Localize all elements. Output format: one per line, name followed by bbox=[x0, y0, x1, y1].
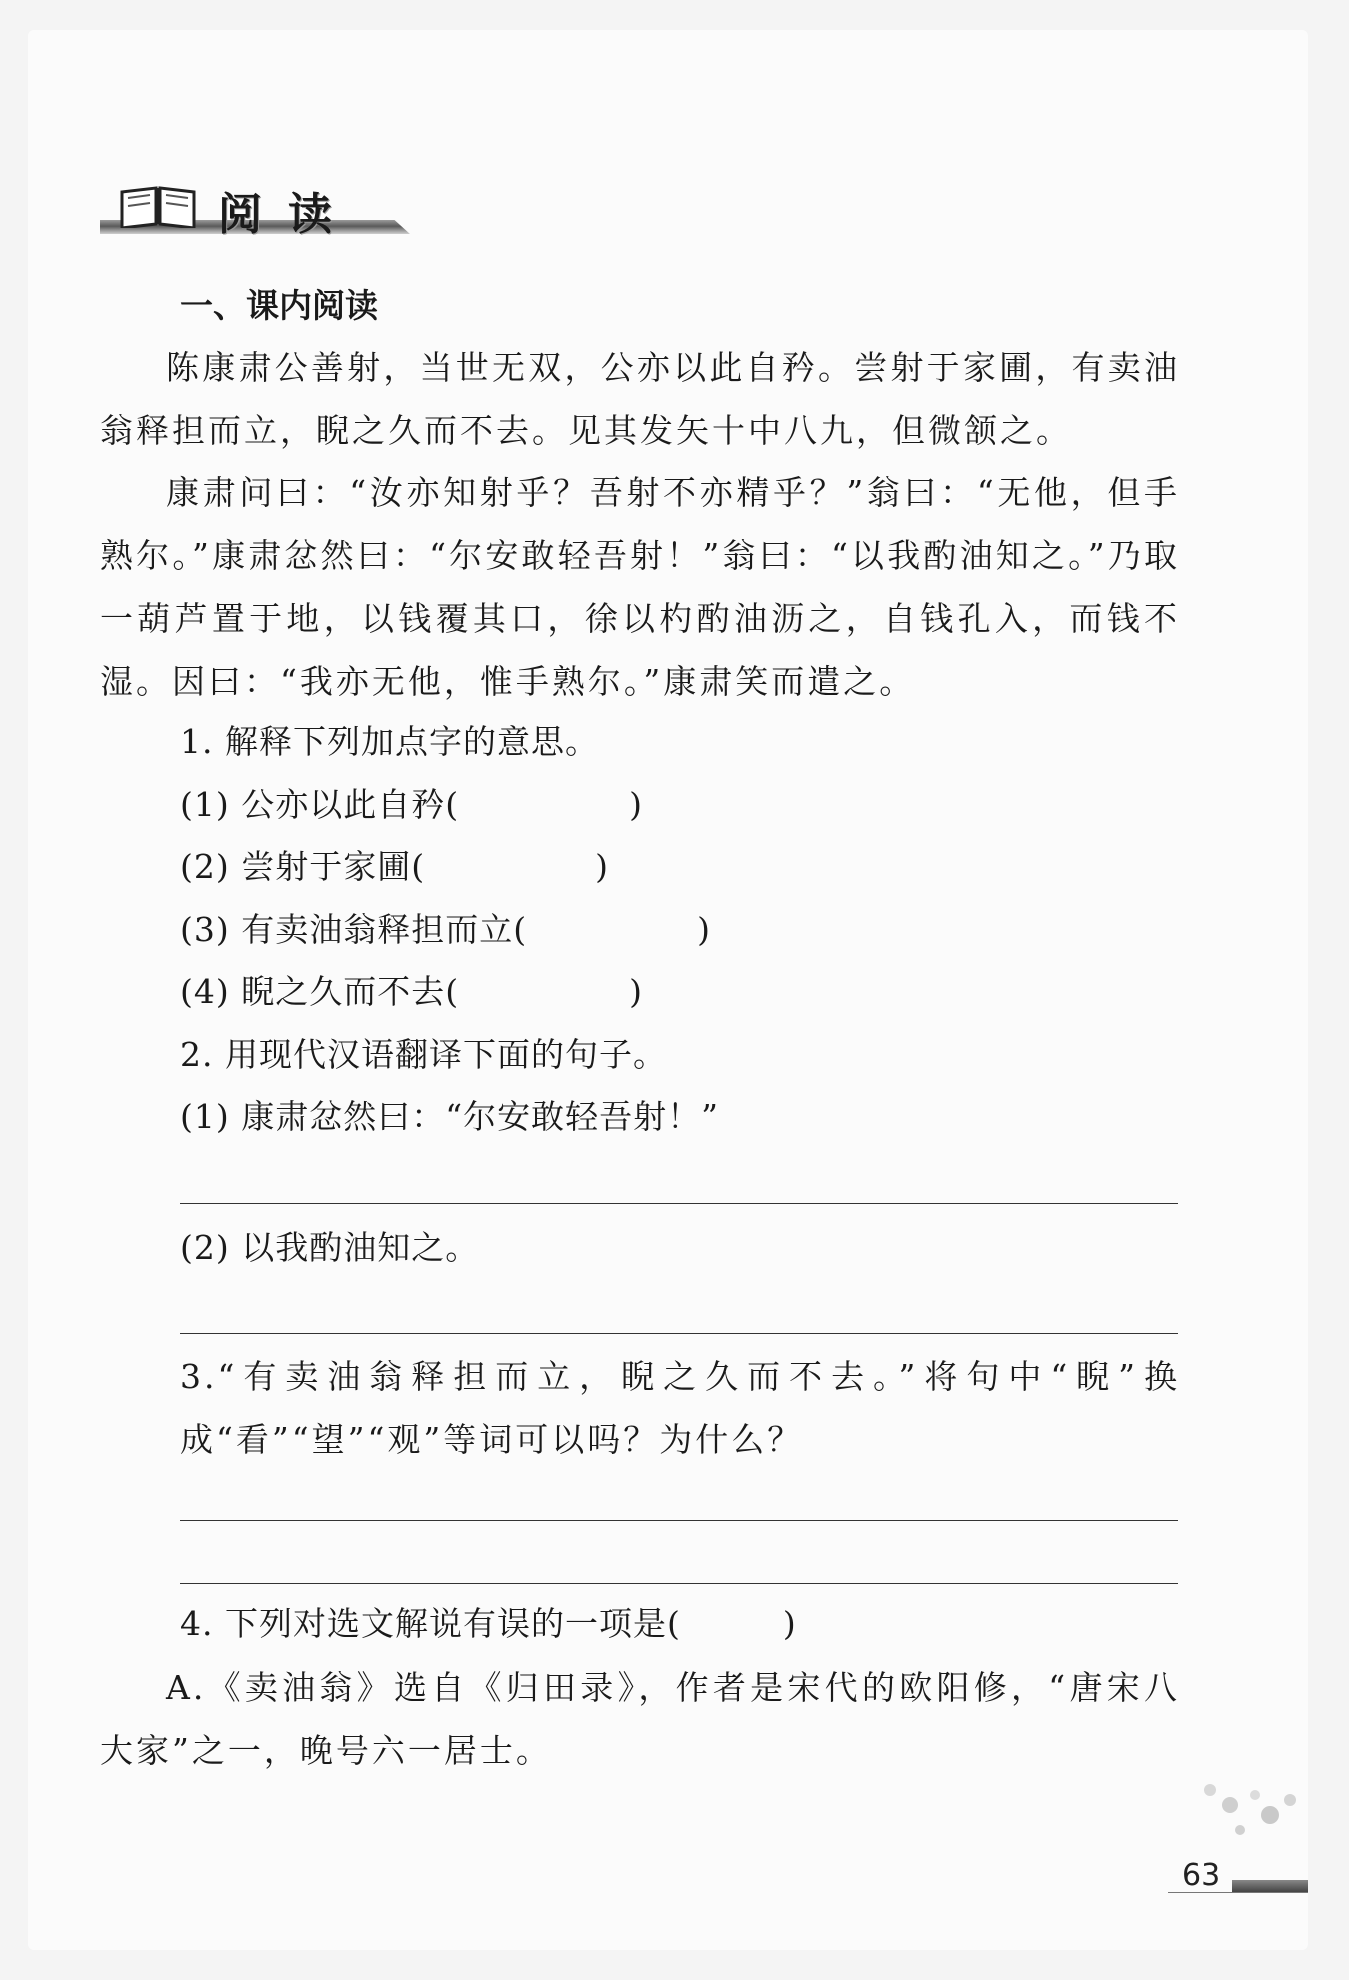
question-1-item-4: (4) 睨之久而不去( ) bbox=[180, 972, 643, 1011]
question-1-item-2: (2) 尝射于家圃( ) bbox=[180, 847, 609, 886]
question-1-item-1: (1) 公亦以此自矜( ) bbox=[180, 785, 643, 824]
question-1-prompt: 1. 解释下列加点字的意思。 bbox=[180, 722, 599, 761]
floral-decoration bbox=[1170, 1760, 1310, 1850]
answer-line[interactable] bbox=[180, 1583, 1178, 1584]
question-2-prompt: 2. 用现代汉语翻译下面的句子。 bbox=[180, 1035, 667, 1074]
page-number-bar bbox=[1232, 1880, 1308, 1892]
question-1-item-3: (3) 有卖油翁释担而立( ) bbox=[180, 910, 711, 949]
passage-paragraph-1: 陈康肃公善射，当世无双，公亦以此自矜。尝射于家圃，有卖油翁释担而立，睨之久而不去。见其发矢十中八九，但微颔之。 bbox=[100, 348, 1180, 450]
question-4-prompt: 4. 下列对选文解说有误的一项是( ) bbox=[180, 1604, 797, 1643]
page-number: 63 bbox=[1182, 1858, 1221, 1893]
reading-banner bbox=[100, 178, 410, 238]
banner-title: 阅读 bbox=[218, 189, 358, 240]
open-book-icon bbox=[118, 184, 198, 228]
answer-line[interactable] bbox=[180, 1520, 1178, 1521]
question-4-option-a: A.《卖油翁》选自《归田录》，作者是宋代的欧阳修，“唐宋八大家”之一，晚号六一居士。 bbox=[100, 1668, 1180, 1770]
passage-paragraph-2: 康肃问曰：“汝亦知射乎？吾射不亦精乎？”翁曰：“无他，但手熟尔。”康肃忿然曰：“尔安敢轻吾射！”翁曰：“以我酌油知之。”乃取一葫芦置于地，以钱覆其口，徐以杓酌油沥之，自钱孔入，而钱不湿。因曰：“我亦无他，惟手熟尔。”康肃笑而遣之。 bbox=[100, 473, 1180, 701]
answer-line[interactable] bbox=[180, 1333, 1178, 1334]
question-2-item-1: (1) 康肃忿然曰：“尔安敢轻吾射！” bbox=[180, 1097, 719, 1136]
question-2-item-2: (2) 以我酌油知之。 bbox=[180, 1228, 480, 1267]
question-3-prompt: 3.“有卖油翁释担而立，睨之久而不去。”将句中“睨”换成“看”“望”“观”等词可以吗？为什么？ bbox=[180, 1357, 1180, 1459]
answer-line[interactable] bbox=[180, 1203, 1178, 1204]
section-title: 一、课内阅读 bbox=[180, 286, 378, 325]
